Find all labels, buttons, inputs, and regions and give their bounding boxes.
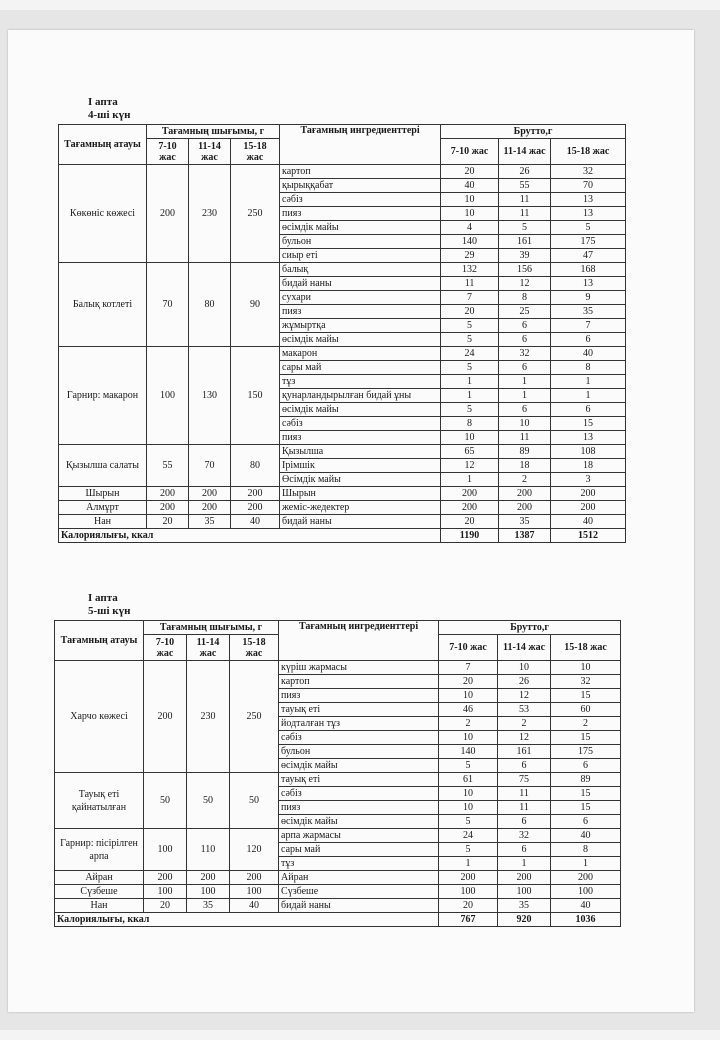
ingredient-brutto-value: 10 (439, 689, 498, 703)
ingredient-brutto-value: 40 (551, 829, 621, 843)
dish-output-value: 200 (230, 871, 279, 885)
ingredient-brutto-value: 70 (551, 179, 626, 193)
calorie-total-value: 1036 (551, 913, 621, 927)
header-brutto-age-1: 7-10 жас (441, 139, 499, 165)
age-range: 15-18 (243, 140, 267, 152)
dish-name: Балық котлеті (59, 263, 147, 347)
dish-output-value: 150 (231, 347, 280, 445)
dish-name: Қызылша салаты (59, 445, 147, 487)
header-dish-name: Тағамның атауы (59, 125, 147, 165)
ingredient-brutto-value: 6 (498, 843, 551, 857)
ingredient-name: йодталған тұз (279, 717, 439, 731)
ingredient-brutto-value: 40 (551, 515, 626, 529)
header-output-age-2 (187, 635, 230, 661)
ingredient-brutto-value: 26 (499, 165, 551, 179)
ingredient-name: бидай наны (280, 515, 441, 529)
ingredient-brutto-value: 12 (498, 689, 551, 703)
ingredient-brutto-value: 40 (441, 179, 499, 193)
dish-output-value: 250 (230, 661, 279, 773)
table-row (55, 885, 621, 899)
table-row (55, 661, 621, 675)
top-margin-bar (0, 0, 720, 10)
ingredient-brutto-value: 89 (499, 445, 551, 459)
calorie-total-label: Калориялығы, ккал (55, 913, 439, 927)
ingredient-brutto-value: 140 (441, 235, 499, 249)
ingredient-brutto-value: 13 (551, 277, 626, 291)
dish-output-value: 120 (230, 829, 279, 871)
header-brutto-age-3: 15-18 жас (551, 139, 626, 165)
table-row (55, 871, 621, 885)
ingredient-brutto-value: 24 (441, 347, 499, 361)
dish-name: Сүзбеше (55, 885, 144, 899)
ingredient-brutto-value: 5 (439, 815, 498, 829)
ingredient-name: пияз (280, 305, 441, 319)
ingredient-brutto-value: 55 (499, 179, 551, 193)
ingredient-brutto-value: 6 (551, 815, 621, 829)
ingredient-name: сәбіз (279, 731, 439, 745)
ingredient-brutto-value: 200 (441, 487, 499, 501)
dish-output-value: 230 (189, 165, 231, 263)
ingredient-brutto-value: 6 (551, 333, 626, 347)
dish-output-value: 50 (144, 773, 187, 829)
ingredient-brutto-value: 32 (498, 829, 551, 843)
header-ingredients: Тағамның ингредиенттері (279, 621, 439, 661)
header-brutto-age-1: 7-10 жас (439, 635, 498, 661)
calorie-total-value: 1512 (551, 529, 626, 543)
ingredient-brutto-value: 175 (551, 745, 621, 759)
ingredient-brutto-value: 132 (441, 263, 499, 277)
ingredient-name: қунарландырылған бидай ұны (280, 389, 441, 403)
ingredient-brutto-value: 10 (499, 417, 551, 431)
bottom-margin-bar (0, 1030, 720, 1040)
ingredient-brutto-value: 156 (499, 263, 551, 277)
ingredient-name: Шырын (280, 487, 441, 501)
ingredient-brutto-value: 15 (551, 689, 621, 703)
age-unit: жас (156, 647, 174, 659)
age-range: 7-10 (155, 636, 175, 648)
ingredient-brutto-value: 10 (439, 787, 498, 801)
ingredient-brutto-value: 32 (551, 675, 621, 689)
ingredient-brutto-value: 200 (499, 501, 551, 515)
ingredient-brutto-value: 53 (498, 703, 551, 717)
header-output-age-3 (230, 635, 279, 661)
calorie-total-value: 920 (498, 913, 551, 927)
week-label: І апта (88, 96, 118, 108)
calorie-total-value: 1190 (441, 529, 499, 543)
dish-output-value: 100 (147, 347, 189, 445)
table-row (59, 501, 626, 515)
dish-name: Гарнир: пісірілген арпа (55, 829, 144, 871)
dish-name: Нан (59, 515, 147, 529)
dish-output-value: 70 (189, 445, 231, 487)
ingredient-brutto-value: 10 (551, 661, 621, 675)
dish-output-value: 100 (144, 885, 187, 899)
ingredient-brutto-value: 9 (551, 291, 626, 305)
dish-output-value: 200 (231, 487, 280, 501)
header-brutto-age-3: 15-18 жас (551, 635, 621, 661)
ingredient-name: пияз (279, 801, 439, 815)
ingredient-brutto-value: 8 (499, 291, 551, 305)
ingredient-name: жеміс-жедектер (280, 501, 441, 515)
ingredient-brutto-value: 24 (439, 829, 498, 843)
ingredient-name: күріш жармасы (279, 661, 439, 675)
ingredient-brutto-value: 13 (551, 207, 626, 221)
ingredient-brutto-value: 140 (439, 745, 498, 759)
ingredient-brutto-value: 60 (551, 703, 621, 717)
ingredient-brutto-value: 100 (498, 885, 551, 899)
ingredient-brutto-value: 1 (551, 857, 621, 871)
ingredient-brutto-value: 1 (551, 389, 626, 403)
ingredient-brutto-value: 5 (439, 759, 498, 773)
ingredient-brutto-value: 200 (499, 487, 551, 501)
table-row (55, 773, 621, 787)
dish-output-value: 20 (144, 899, 187, 913)
ingredient-brutto-value: 200 (498, 871, 551, 885)
ingredient-name: тауық еті (279, 773, 439, 787)
ingredient-brutto-value: 1 (441, 375, 499, 389)
ingredient-brutto-value: 2 (439, 717, 498, 731)
ingredient-brutto-value: 20 (441, 305, 499, 319)
header-dish-name: Тағамның атауы (55, 621, 144, 661)
ingredient-brutto-value: 168 (551, 263, 626, 277)
ingredient-brutto-value: 1 (441, 473, 499, 487)
header-brutto-age-2: 11-14 жас (498, 635, 551, 661)
ingredient-brutto-value: 15 (551, 731, 621, 745)
calorie-total-row (59, 529, 626, 543)
dish-output-value: 50 (230, 773, 279, 829)
header-brutto: Брутто,г (441, 125, 626, 139)
ingredient-brutto-value: 6 (498, 815, 551, 829)
ingredient-brutto-value: 10 (441, 207, 499, 221)
ingredient-name: балық (280, 263, 441, 277)
table-row (59, 263, 626, 277)
ingredient-brutto-value: 2 (499, 473, 551, 487)
dish-name: Харчо көжесі (55, 661, 144, 773)
dish-name: Көкөніс көжесі (59, 165, 147, 263)
table-row (59, 515, 626, 529)
dish-output-value: 200 (144, 871, 187, 885)
ingredient-brutto-value: 13 (551, 431, 626, 445)
day-label: 5-ші күн (88, 605, 131, 617)
ingredient-name: Айран (279, 871, 439, 885)
dish-name: Нан (55, 899, 144, 913)
ingredient-brutto-value: 10 (441, 431, 499, 445)
ingredient-brutto-value: 11 (499, 193, 551, 207)
ingredient-brutto-value: 11 (441, 277, 499, 291)
dish-name: Алмұрт (59, 501, 147, 515)
ingredient-brutto-value: 5 (441, 333, 499, 347)
ingredient-brutto-value: 32 (551, 165, 626, 179)
ingredient-brutto-value: 20 (439, 899, 498, 913)
section-heading-day5 (88, 592, 130, 618)
dish-output-value: 50 (187, 773, 230, 829)
ingredient-brutto-value: 75 (498, 773, 551, 787)
ingredient-name: Ірімшік (280, 459, 441, 473)
ingredient-brutto-value: 47 (551, 249, 626, 263)
ingredient-brutto-value: 46 (439, 703, 498, 717)
ingredient-brutto-value: 29 (441, 249, 499, 263)
ingredient-brutto-value: 12 (499, 277, 551, 291)
ingredient-name: тұз (280, 375, 441, 389)
ingredient-brutto-value: 1 (499, 375, 551, 389)
ingredient-brutto-value: 39 (499, 249, 551, 263)
ingredient-brutto-value: 6 (499, 319, 551, 333)
age-unit: жас (199, 647, 217, 659)
age-range: 7-10 (158, 140, 177, 152)
ingredient-name: бидай наны (280, 277, 441, 291)
ingredient-brutto-value: 5 (499, 221, 551, 235)
ingredient-brutto-value: 8 (551, 361, 626, 375)
ingredient-name: жұмыртқа (280, 319, 441, 333)
ingredient-name: Сүзбеше (279, 885, 439, 899)
ingredient-name: қырыққабат (280, 179, 441, 193)
ingredient-brutto-value: 13 (551, 193, 626, 207)
ingredient-brutto-value: 100 (551, 885, 621, 899)
ingredient-brutto-value: 2 (551, 717, 621, 731)
dish-output-value: 80 (189, 263, 231, 347)
ingredient-brutto-value: 10 (498, 661, 551, 675)
ingredient-name: сары май (280, 361, 441, 375)
menu-table-day4 (58, 124, 626, 543)
ingredient-name: бульон (279, 745, 439, 759)
ingredient-brutto-value: 11 (498, 801, 551, 815)
ingredient-brutto-value: 89 (551, 773, 621, 787)
ingredient-name: бульон (280, 235, 441, 249)
header-output: Тағамның шығымы, г (147, 125, 280, 139)
ingredient-brutto-value: 200 (551, 871, 621, 885)
ingredient-brutto-value: 18 (499, 459, 551, 473)
ingredient-brutto-value: 161 (499, 235, 551, 249)
section-heading-day4 (88, 96, 130, 122)
dish-output-value: 230 (187, 661, 230, 773)
header-brutto-age-2: 11-14 жас (499, 139, 551, 165)
dish-output-value: 200 (187, 871, 230, 885)
dish-output-value: 200 (147, 501, 189, 515)
ingredient-name: тұз (279, 857, 439, 871)
dish-name: Тауық еті қайнатылған (55, 773, 144, 829)
ingredient-brutto-value: 200 (439, 871, 498, 885)
age-unit: жас (159, 151, 176, 163)
ingredient-name: Өсімдік майы (280, 473, 441, 487)
dish-output-value: 40 (231, 515, 280, 529)
ingredient-name: пияз (279, 689, 439, 703)
dish-output-value: 250 (231, 165, 280, 263)
ingredient-brutto-value: 200 (551, 501, 626, 515)
ingredient-name: өсімдік майы (279, 759, 439, 773)
header-output-age-1 (144, 635, 187, 661)
dish-output-value: 100 (230, 885, 279, 899)
ingredient-brutto-value: 26 (498, 675, 551, 689)
ingredient-brutto-value: 5 (441, 403, 499, 417)
ingredient-brutto-value: 4 (441, 221, 499, 235)
ingredient-name: өсімдік майы (280, 221, 441, 235)
ingredient-name: сәбіз (279, 787, 439, 801)
ingredient-brutto-value: 18 (551, 459, 626, 473)
ingredient-brutto-value: 25 (499, 305, 551, 319)
age-range: 11-14 (198, 140, 221, 152)
table-row (55, 899, 621, 913)
header-output-age-3 (231, 139, 280, 165)
ingredient-brutto-value: 12 (441, 459, 499, 473)
calorie-total-row (55, 913, 621, 927)
ingredient-name: арпа жармасы (279, 829, 439, 843)
age-unit: жас (245, 647, 263, 659)
dish-output-value: 55 (147, 445, 189, 487)
ingredient-brutto-value: 35 (499, 515, 551, 529)
ingredient-brutto-value: 175 (551, 235, 626, 249)
ingredient-brutto-value: 32 (499, 347, 551, 361)
menu-table-day5 (54, 620, 621, 927)
header-output: Тағамның шығымы, г (144, 621, 279, 635)
ingredient-name: өсімдік майы (279, 815, 439, 829)
ingredient-name: пияз (280, 431, 441, 445)
dish-output-value: 80 (231, 445, 280, 487)
dish-output-value: 20 (147, 515, 189, 529)
ingredient-brutto-value: 20 (439, 675, 498, 689)
ingredient-name: сәбіз (280, 417, 441, 431)
dish-name: Шырын (59, 487, 147, 501)
ingredient-brutto-value: 5 (441, 319, 499, 333)
dish-output-value: 130 (189, 347, 231, 445)
ingredient-brutto-value: 2 (498, 717, 551, 731)
ingredient-brutto-value: 40 (551, 899, 621, 913)
ingredient-brutto-value: 10 (439, 801, 498, 815)
ingredient-name: бидай наны (279, 899, 439, 913)
ingredient-brutto-value: 1 (551, 375, 626, 389)
ingredient-brutto-value: 11 (499, 207, 551, 221)
header-output-age-2 (189, 139, 231, 165)
header-brutto: Брутто,г (439, 621, 621, 635)
ingredient-brutto-value: 200 (551, 487, 626, 501)
ingredient-brutto-value: 15 (551, 417, 626, 431)
ingredient-brutto-value: 5 (441, 361, 499, 375)
ingredient-brutto-value: 15 (551, 787, 621, 801)
ingredient-brutto-value: 1 (498, 857, 551, 871)
dish-name: Гарнир: макарон (59, 347, 147, 445)
ingredient-name: өсімдік майы (280, 333, 441, 347)
ingredient-brutto-value: 11 (498, 787, 551, 801)
table-row (55, 829, 621, 843)
ingredient-brutto-value: 65 (441, 445, 499, 459)
week-label: І апта (88, 592, 118, 604)
ingredient-brutto-value: 108 (551, 445, 626, 459)
ingredient-brutto-value: 12 (498, 731, 551, 745)
dish-output-value: 40 (230, 899, 279, 913)
ingredient-name: картоп (280, 165, 441, 179)
dish-output-value: 200 (144, 661, 187, 773)
dish-output-value: 200 (189, 487, 231, 501)
dish-name: Айран (55, 871, 144, 885)
ingredient-name: өсімдік майы (280, 403, 441, 417)
ingredient-brutto-value: 61 (439, 773, 498, 787)
ingredient-name: сары май (279, 843, 439, 857)
ingredient-name: макарон (280, 347, 441, 361)
dish-output-value: 200 (189, 501, 231, 515)
table-row (59, 347, 626, 361)
ingredient-brutto-value: 6 (499, 403, 551, 417)
ingredient-brutto-value: 8 (551, 843, 621, 857)
dish-output-value: 70 (147, 263, 189, 347)
ingredient-brutto-value: 5 (439, 843, 498, 857)
day-label: 4-ші күн (88, 109, 131, 121)
dish-output-value: 90 (231, 263, 280, 347)
header-ingredients: Тағамның ингредиенттері (280, 125, 441, 165)
dish-output-value: 200 (231, 501, 280, 515)
ingredient-brutto-value: 10 (441, 193, 499, 207)
age-range: 15-18 (242, 636, 266, 648)
ingredient-brutto-value: 35 (498, 899, 551, 913)
ingredient-brutto-value: 7 (551, 319, 626, 333)
ingredient-brutto-value: 6 (499, 361, 551, 375)
ingredient-name: сухари (280, 291, 441, 305)
ingredient-brutto-value: 11 (499, 431, 551, 445)
ingredient-name: картоп (279, 675, 439, 689)
dish-output-value: 200 (147, 165, 189, 263)
ingredient-name: сиыр еті (280, 249, 441, 263)
ingredient-brutto-value: 40 (551, 347, 626, 361)
ingredient-name: Қызылша (280, 445, 441, 459)
ingredient-brutto-value: 6 (499, 333, 551, 347)
ingredient-brutto-value: 1 (441, 389, 499, 403)
table-row (59, 445, 626, 459)
ingredient-name: пияз (280, 207, 441, 221)
ingredient-brutto-value: 15 (551, 801, 621, 815)
ingredient-brutto-value: 161 (498, 745, 551, 759)
ingredient-name: сәбіз (280, 193, 441, 207)
ingredient-brutto-value: 35 (551, 305, 626, 319)
ingredient-name: тауық еті (279, 703, 439, 717)
ingredient-brutto-value: 7 (439, 661, 498, 675)
calorie-total-label: Калориялығы, ккал (59, 529, 441, 543)
ingredient-brutto-value: 100 (439, 885, 498, 899)
ingredient-brutto-value: 5 (551, 221, 626, 235)
dish-output-value: 100 (187, 885, 230, 899)
ingredient-brutto-value: 6 (498, 759, 551, 773)
ingredient-brutto-value: 20 (441, 515, 499, 529)
age-range: 11-14 (196, 636, 220, 648)
ingredient-brutto-value: 200 (441, 501, 499, 515)
calorie-total-value: 767 (439, 913, 498, 927)
dish-output-value: 35 (189, 515, 231, 529)
dish-output-value: 110 (187, 829, 230, 871)
age-unit: жас (246, 151, 264, 163)
ingredient-brutto-value: 6 (551, 759, 621, 773)
dish-output-value: 100 (144, 829, 187, 871)
ingredient-brutto-value: 10 (439, 731, 498, 745)
ingredient-brutto-value: 8 (441, 417, 499, 431)
header-output-age-1 (147, 139, 189, 165)
table-row (59, 487, 626, 501)
ingredient-brutto-value: 6 (551, 403, 626, 417)
age-unit: жас (201, 151, 218, 163)
calorie-total-value: 1387 (499, 529, 551, 543)
ingredient-brutto-value: 3 (551, 473, 626, 487)
ingredient-brutto-value: 1 (499, 389, 551, 403)
ingredient-brutto-value: 7 (441, 291, 499, 305)
dish-output-value: 200 (147, 487, 189, 501)
ingredient-brutto-value: 1 (439, 857, 498, 871)
table-row (59, 165, 626, 179)
ingredient-brutto-value: 20 (441, 165, 499, 179)
dish-output-value: 35 (187, 899, 230, 913)
